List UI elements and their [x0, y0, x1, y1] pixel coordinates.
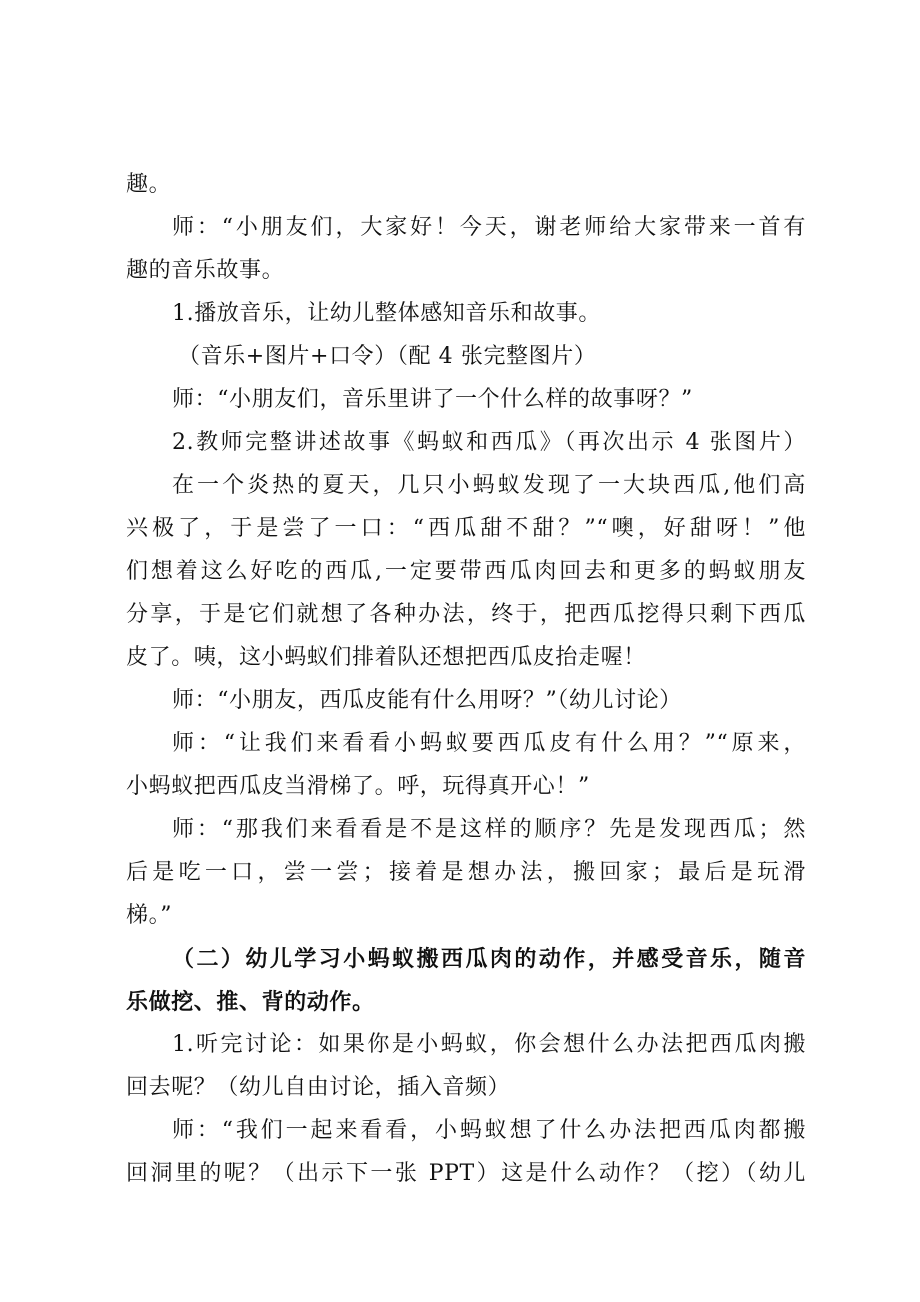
- paragraph-line: 兴极了，于是尝了一口：“西瓜甜不甜？”“噢，好甜呀！”他: [126, 516, 806, 541]
- paragraph-line: 小蚂蚁把西瓜皮当滑梯了。呼，玩得真开心！”: [126, 774, 590, 799]
- paragraph-line: 1.播放音乐，让幼儿整体感知音乐和故事。: [172, 301, 601, 326]
- paragraph-line: 回去呢？（幼儿自由讨论，插入音频）: [126, 1075, 511, 1100]
- paragraph-line: （音乐+图片+口令）（配 4 张完整图片）: [178, 344, 597, 369]
- paragraph-line: 在一个炎热的夏天，几只小蚂蚁发现了一大块西瓜,他们高: [172, 473, 806, 498]
- paragraph-line: 趣的音乐故事。: [126, 258, 285, 283]
- paragraph-line: 师：“小朋友们，音乐里讲了一个什么样的故事呀？”: [172, 387, 693, 412]
- paragraph-line: 梯。”: [126, 903, 173, 928]
- paragraph-line: 皮了。咦，这小蚂蚁们排着队还想把西瓜皮抬走喔！: [126, 645, 646, 670]
- section-heading-line: 乐做挖、推、背的动作。: [126, 989, 375, 1015]
- paragraph-line: 2.教师完整讲述故事《蚂蚁和西瓜》（再次出示 4 张图片）: [172, 430, 806, 455]
- paragraph-line: 趣。: [126, 172, 172, 197]
- paragraph-line: 师：“让我们来看看小蚂蚁要西瓜皮有什么用？”“原来，: [172, 731, 806, 756]
- paragraph-line: 们想着这么好吃的西瓜,一定要带西瓜肉回去和更多的蚂蚁朋友: [126, 559, 806, 584]
- paragraph-line: 分享，于是它们就想了各种办法，终于，把西瓜挖得只剩下西瓜: [126, 602, 806, 627]
- paragraph-line: 回洞里的呢？（出示下一张 PPT）这是什么动作？（挖）（幼儿: [126, 1161, 806, 1186]
- paragraph-line: 师：“小朋友，西瓜皮能有什么用呀？”（幼儿讨论）: [172, 688, 682, 713]
- paragraph-line: 师：“我们一起来看看，小蚂蚁想了什么办法把西瓜肉都搬: [172, 1118, 806, 1143]
- paragraph-line: 师：“小朋友们，大家好！今天，谢老师给大家带来一首有: [172, 215, 806, 240]
- paragraph-line: 1.听完讨论：如果你是小蚂蚁，你会想什么办法把西瓜肉搬: [172, 1032, 806, 1057]
- section-heading-line: （二）幼儿学习小蚂蚁搬西瓜肉的动作，并感受音乐，随音: [172, 946, 806, 972]
- paragraph-line: 后是吃一口，尝一尝；接着是想办法，搬回家；最后是玩滑: [126, 860, 806, 885]
- paragraph-line: 师：“那我们来看看是不是这样的顺序？先是发现西瓜；然: [172, 817, 806, 842]
